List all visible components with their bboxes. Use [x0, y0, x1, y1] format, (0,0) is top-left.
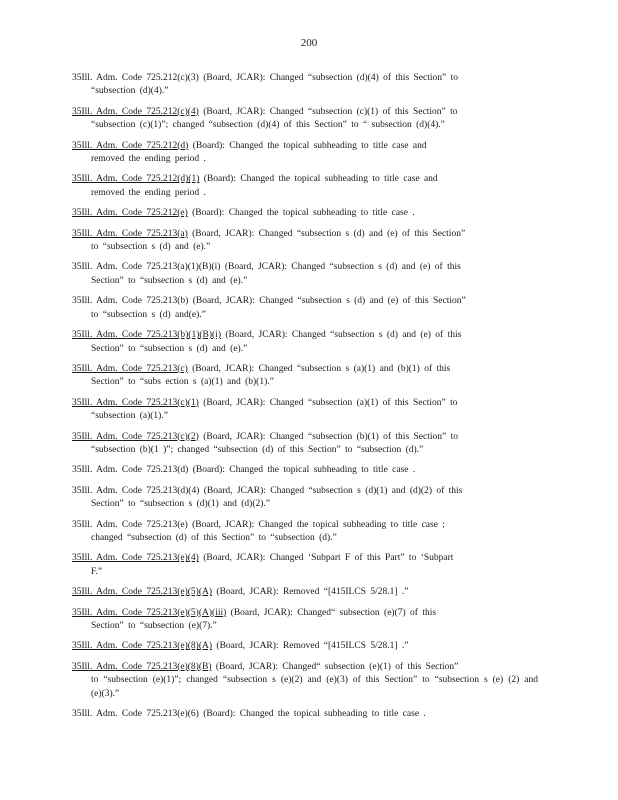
amendment-entry — [72, 661, 538, 701]
entry-description: (Board, JCAR): Changed “subsection s (d) and (e) of this — [224, 262, 461, 273]
entries-list — [72, 72, 538, 728]
amendment-entry — [72, 708, 538, 721]
entry-description-continued: removed the ending period . — [91, 187, 206, 198]
amendment-entry — [72, 140, 538, 167]
amendment-entry — [72, 552, 538, 579]
entry-description-continued: “subsection (b)(1 )”; changed “subsection (d) of this Section” to “subsection (d).” — [91, 444, 424, 455]
entry-citation: 35Ill. Adm. Code 725.213(e)(4) — [72, 553, 199, 564]
entry-description: (Board, JCAR): Changed “subsection s (d) and (e) of this Section” — [192, 296, 466, 307]
entry-description-continued: “subsection (d)(4).” — [91, 86, 169, 97]
entry-citation: 35Ill. Adm. Code 725.213(d) — [72, 465, 189, 476]
entry-description-continued: Section” to “subsection (e)(7).” — [91, 621, 217, 631]
entry-citation: 35Ill. Adm. Code 725.213(b) — [72, 296, 189, 307]
entry-citation: 35Ill. Adm. Code 725.213(c)(1) — [72, 397, 199, 408]
entry-citation: 35Ill. Adm. Code 725.213(c)(2) — [72, 431, 199, 442]
amendment-entry — [72, 329, 538, 356]
entry-description-continued: changed “subsection (d) of this Section” to “subsection (d).” — [91, 532, 337, 543]
entry-citation: 35Ill. Adm. Code 725.213(e)(5)(A)(iii) — [72, 607, 227, 618]
entry-description: (Board, JCAR): Changed “subsection (b)(1) of this Section” to — [203, 431, 458, 442]
amendment-entry — [72, 640, 538, 653]
entry-description: (Board, JCAR): Changed “subsection s (d)(1) and (d)(2) of this — [203, 485, 463, 496]
amendment-entry — [72, 485, 538, 512]
amendment-entry — [72, 261, 538, 288]
entry-citation: 35Ill. Adm. Code 725.212(d) — [72, 140, 189, 151]
amendment-entry — [72, 173, 538, 200]
amendment-entry — [72, 607, 538, 634]
entry-description-continued: Section” to “subsection s (d)(1) and (d)(2).” — [91, 499, 270, 510]
entry-citation: 35Ill. Adm. Code 725.212(c)(4) — [72, 106, 199, 117]
entry-citation: 35Ill. Adm. Code 725.213(d)(4) — [72, 485, 200, 496]
entry-citation: 35Ill. Adm. Code 725.213(c) — [72, 363, 188, 374]
entry-description: (Board, JCAR): Changed “subsection (c)(1) of this Section” to — [203, 106, 458, 117]
entry-citation: 35Ill. Adm. Code 725.212(c)(3) — [72, 73, 199, 83]
entry-description: (Board, JCAR): Removed “[415ILCS 5/28.1] .” — [216, 587, 409, 598]
entry-description: (Board): Changed the topical subheading to title case . — [192, 465, 416, 476]
amendment-entry — [72, 295, 538, 322]
entry-description: (Board, JCAR): Removed “[415ILCS 5/28.1] .” — [216, 641, 409, 652]
entry-description: (Board, JCAR): Changed “subsection s (d) and (e) of this — [225, 330, 462, 341]
entry-citation: 35Ill. Adm. Code 725.213(e)(6) — [72, 709, 199, 720]
entry-description: (Board, JCAR): Changed “subsection (d)(4) of this Section” to — [203, 73, 458, 83]
entry-description: (Board): Changed the topical subheading to title case . — [203, 709, 426, 720]
entry-description: (Board, JCAR): Changed the topical subheading to title case ; — [192, 519, 445, 530]
entry-description-continued: “subsection (c)(1)”; changed “subsection (d)(4) of this Section” to “ subsection (d)(4).” — [91, 120, 445, 131]
entry-description: (Board, JCAR): Changed “subsection s (a)(1) and (b)(1) of this — [192, 363, 451, 374]
entry-citation: 35Ill. Adm. Code 725.213(e)(8)(A) — [72, 641, 213, 652]
entry-description-continued: “subsection (a)(1).” — [91, 411, 168, 422]
entry-description-continued: Section” to “subsection s (d) and (e).” — [91, 343, 248, 354]
page-number: 200 — [300, 37, 318, 49]
amendment-entry — [72, 363, 538, 390]
amendment-entry — [72, 106, 538, 133]
amendment-entry — [72, 464, 538, 477]
entry-description: (Board): Changed the topical subheading to title case and — [203, 174, 438, 185]
entry-description: (Board, JCAR): Changed“ subsection (e)(1) of this Section” — [215, 661, 459, 672]
amendment-entry — [72, 519, 538, 546]
entry-description-continued: removed the ending period . — [91, 154, 206, 165]
entry-description: (Board, JCAR): Changed“ subsection (e)(7) of this — [230, 607, 437, 618]
entry-description-continued: to “subsection (e)(1)”; changed “subsection s (e)(2) and (e)(3) of this Section” to “subsection s (e) (2) and (e)(3).” — [91, 675, 538, 699]
entry-description-continued: Section” to “subsection s (d) and (e).” — [91, 275, 248, 286]
entry-description-continued: F.” — [91, 566, 103, 577]
entry-description: (Board, JCAR): Changed “subsection s (d) and (e) of this Section” — [192, 228, 466, 239]
amendment-entry — [72, 397, 538, 424]
entry-description-continued: to “subsection s (d) and (e).” — [91, 242, 211, 253]
entry-description: (Board, JCAR): Changed ‘Subpart F of this Part” to ‘Subpart — [203, 553, 454, 564]
entry-description: (Board, JCAR): Changed “subsection (a)(1) of this Section” to — [203, 397, 458, 408]
entry-citation: 35Ill. Adm. Code 725.212(d)(1) — [72, 174, 200, 185]
entry-citation: 35Ill. Adm. Code 725.212(e) — [72, 208, 188, 219]
entry-description-continued: Section” to “subs ection s (a)(1) and (b)(1).” — [91, 377, 274, 388]
entry-citation: 35Ill. Adm. Code 725.213(e) — [72, 519, 188, 530]
entry-description: (Board): Changed the topical subheading to title case . — [192, 208, 415, 219]
amendment-entry — [72, 228, 538, 255]
entry-citation: 35Ill. Adm. Code 725.213(a) — [72, 228, 188, 239]
amendment-entry — [72, 431, 538, 458]
entry-description-continued: to “subsection s (d) and(e).” — [91, 309, 206, 320]
entry-citation: 35Ill. Adm. Code 725.213(e)(8)(B) — [72, 661, 212, 672]
amendment-entry — [72, 72, 538, 99]
amendment-entry — [72, 586, 538, 599]
entry-citation: 35Ill. Adm. Code 725.213(e)(5)(A) — [72, 587, 213, 598]
entry-citation: 35Ill. Adm. Code 725.213(a)(1)(B)(i) — [72, 262, 221, 273]
entry-description: (Board): Changed the topical subheading to title case and — [192, 140, 427, 151]
entry-citation: 35Ill. Adm. Code 725.213(b)(1)(B)(i) — [72, 330, 222, 341]
amendment-entry — [72, 207, 538, 220]
